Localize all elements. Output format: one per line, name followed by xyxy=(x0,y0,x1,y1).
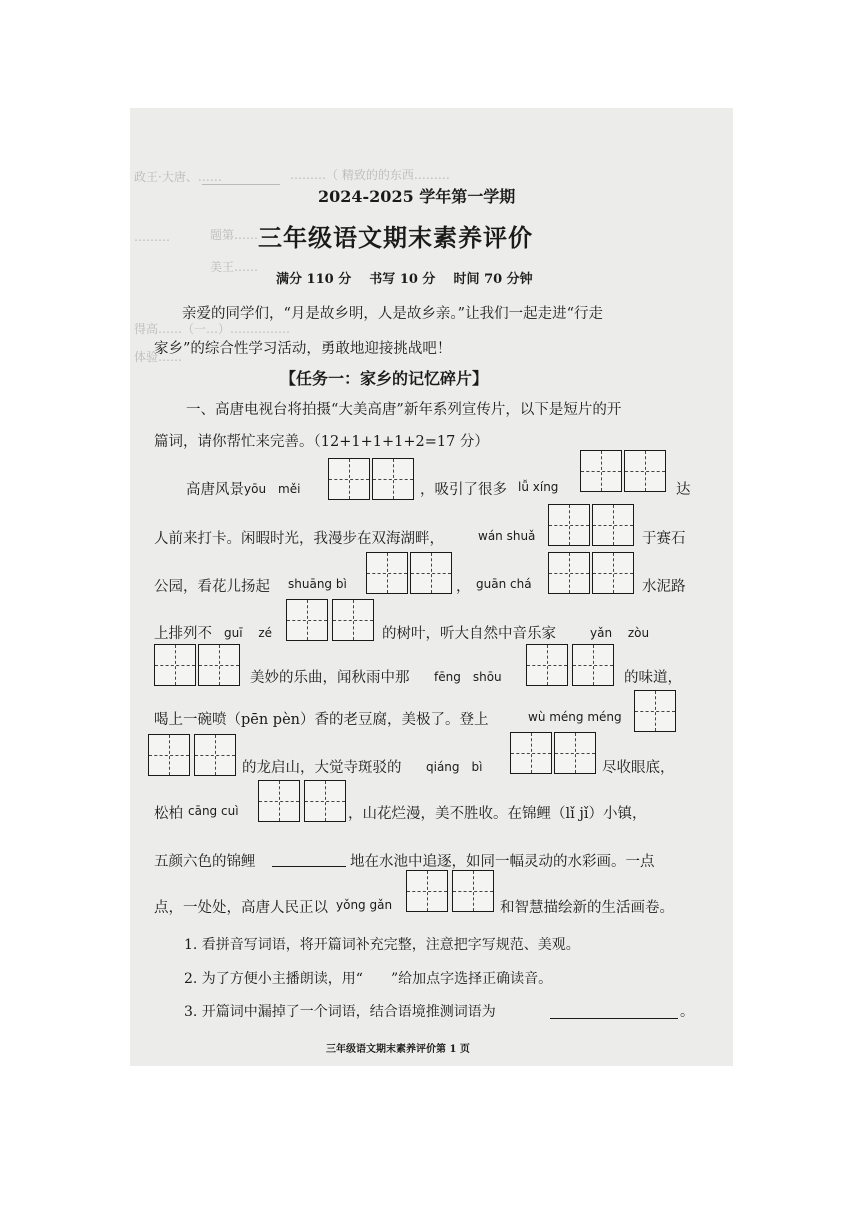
writing-box[interactable] xyxy=(510,732,552,774)
writing-box[interactable] xyxy=(548,504,590,546)
writing-box[interactable] xyxy=(332,599,374,641)
writing-box[interactable] xyxy=(304,780,346,822)
passage-text: 公园，看花儿扬起 xyxy=(154,579,270,595)
writing-box[interactable] xyxy=(148,734,190,776)
answer-blank[interactable] xyxy=(272,866,346,867)
writing-box[interactable] xyxy=(372,458,414,500)
passage-text: 点，一处处，高唐人民正以 xyxy=(154,900,328,916)
pinyin: guī zé xyxy=(224,626,273,640)
writing-box[interactable] xyxy=(526,644,568,686)
pinyin: cāng cuì xyxy=(188,804,239,818)
pinyin: yōu měi xyxy=(244,482,301,496)
bleed-line xyxy=(202,184,280,185)
page-title: 三年级语文期末素养评价 xyxy=(258,223,533,252)
writing-box[interactable] xyxy=(554,732,596,774)
bleed-text: 体验…… xyxy=(134,350,183,364)
passage-text: 尽收眼底， xyxy=(602,760,675,776)
bleed-text: 美王…… xyxy=(210,260,259,274)
passage-text: 高唐风景 xyxy=(186,482,244,498)
writing-box[interactable] xyxy=(154,644,196,686)
writing-box[interactable] xyxy=(548,552,590,594)
answer-blank[interactable] xyxy=(550,1018,678,1019)
writing-box[interactable] xyxy=(258,780,300,822)
term-title: 2024-2025 学年第一学期 xyxy=(318,187,516,206)
pinyin: wán shuǎ xyxy=(478,529,536,543)
writing-box[interactable] xyxy=(194,734,236,776)
task-heading: 【任务一：家乡的记忆碎片】 xyxy=(280,369,489,388)
pinyin: yǎn zòu xyxy=(590,626,650,640)
passage-text: 于赛石 xyxy=(642,531,686,547)
writing-box[interactable] xyxy=(410,552,452,594)
passage-text: 美妙的乐曲，闻秋雨中那 xyxy=(250,670,410,686)
question-2: 2. 为了方便小主播朗读，用“ ”给加点字选择正确读音。 xyxy=(184,971,553,987)
writing-box[interactable] xyxy=(366,552,408,594)
passage-text: 松柏 xyxy=(154,806,183,822)
passage-text: 和智慧描绘新的生活画卷。 xyxy=(500,900,674,916)
passage-text: 地在水池中追逐，如同一幅灵动的水彩画。一点 xyxy=(350,854,655,870)
bleed-text: ………（ 精致的的东西……… xyxy=(290,168,450,182)
passage-text: 的味道， xyxy=(624,670,682,686)
writing-box[interactable] xyxy=(580,450,622,492)
pinyin: wù méng méng xyxy=(528,710,622,724)
pinyin: fēng shōu xyxy=(434,670,502,684)
passage-text: 五颜六色的锦鲤 xyxy=(154,854,256,870)
pinyin: guān chá xyxy=(476,577,532,591)
bleed-text: ……… xyxy=(134,230,170,244)
pinyin: yǒng gǎn xyxy=(336,898,393,912)
intro-line-2: 家乡”的综合性学习活动，勇敢地迎接挑战吧！ xyxy=(154,341,452,357)
writing-box[interactable] xyxy=(592,504,634,546)
exam-paper xyxy=(130,108,733,1066)
pinyin: shuāng bì xyxy=(288,577,347,591)
writing-box[interactable] xyxy=(198,644,240,686)
passage-text: 人前来打卡。闲暇时光，我漫步在双海湖畔， xyxy=(154,531,444,547)
writing-box[interactable] xyxy=(328,458,370,500)
section-line-2: 篇词，请你帮忙来完善。（12+1+1+1+2=17 分） xyxy=(154,434,489,450)
bleed-text: 政王·大唐、…… xyxy=(134,170,222,184)
intro-line-1: 亲爱的同学们，“月是故乡明，人是故乡亲。”让我们一起走进“行走 xyxy=(182,306,603,322)
passage-text: 达 xyxy=(676,482,691,498)
passage-text: 的龙启山，大觉寺斑驳的 xyxy=(242,760,402,776)
writing-box[interactable] xyxy=(634,690,676,732)
writing-box[interactable] xyxy=(624,450,666,492)
pinyin: qiáng bì xyxy=(426,760,483,774)
writing-box[interactable] xyxy=(286,599,328,641)
question-1: 1. 看拼音写词语，将开篇词补充完整，注意把字写规范、美观。 xyxy=(184,937,580,953)
passage-text: ，山花烂漫，美不胜收。在锦鲤（lǐ jǐ）小镇， xyxy=(348,806,647,822)
pinyin: lǚ xíng xyxy=(518,480,559,494)
score-info: 满分 110 分 书写 10 分 时间 70 分钟 xyxy=(276,272,533,287)
writing-box[interactable] xyxy=(452,870,494,912)
section-line-1: 一、高唐电视台将拍摄“大美高唐”新年系列宣传片，以下是短片的开 xyxy=(186,402,622,418)
writing-box[interactable] xyxy=(592,552,634,594)
writing-box[interactable] xyxy=(572,644,614,686)
passage-text: 的树叶，听大自然中音乐家 xyxy=(382,626,556,642)
bleed-text: 题第…… xyxy=(210,228,259,242)
passage-text: 水泥路 xyxy=(642,579,686,595)
writing-box[interactable] xyxy=(406,870,448,912)
question-3: 3. 开篇词中漏掉了一个词语，结合语境推测词语为 xyxy=(184,1004,496,1020)
passage-text: 上排列不 xyxy=(154,626,212,642)
question-3-end: 。 xyxy=(680,1004,694,1020)
bleed-text: 得高……（一…）…………… xyxy=(134,322,291,336)
page-footer: 三年级语文期末素养评价第 1 页 xyxy=(326,1044,470,1055)
passage-text: 喝上一碗喷（pēn pèn）香的老豆腐，美极了。登上 xyxy=(154,712,489,728)
passage-text: ，吸引了很多 xyxy=(420,482,507,498)
passage-text: ， xyxy=(456,579,471,595)
